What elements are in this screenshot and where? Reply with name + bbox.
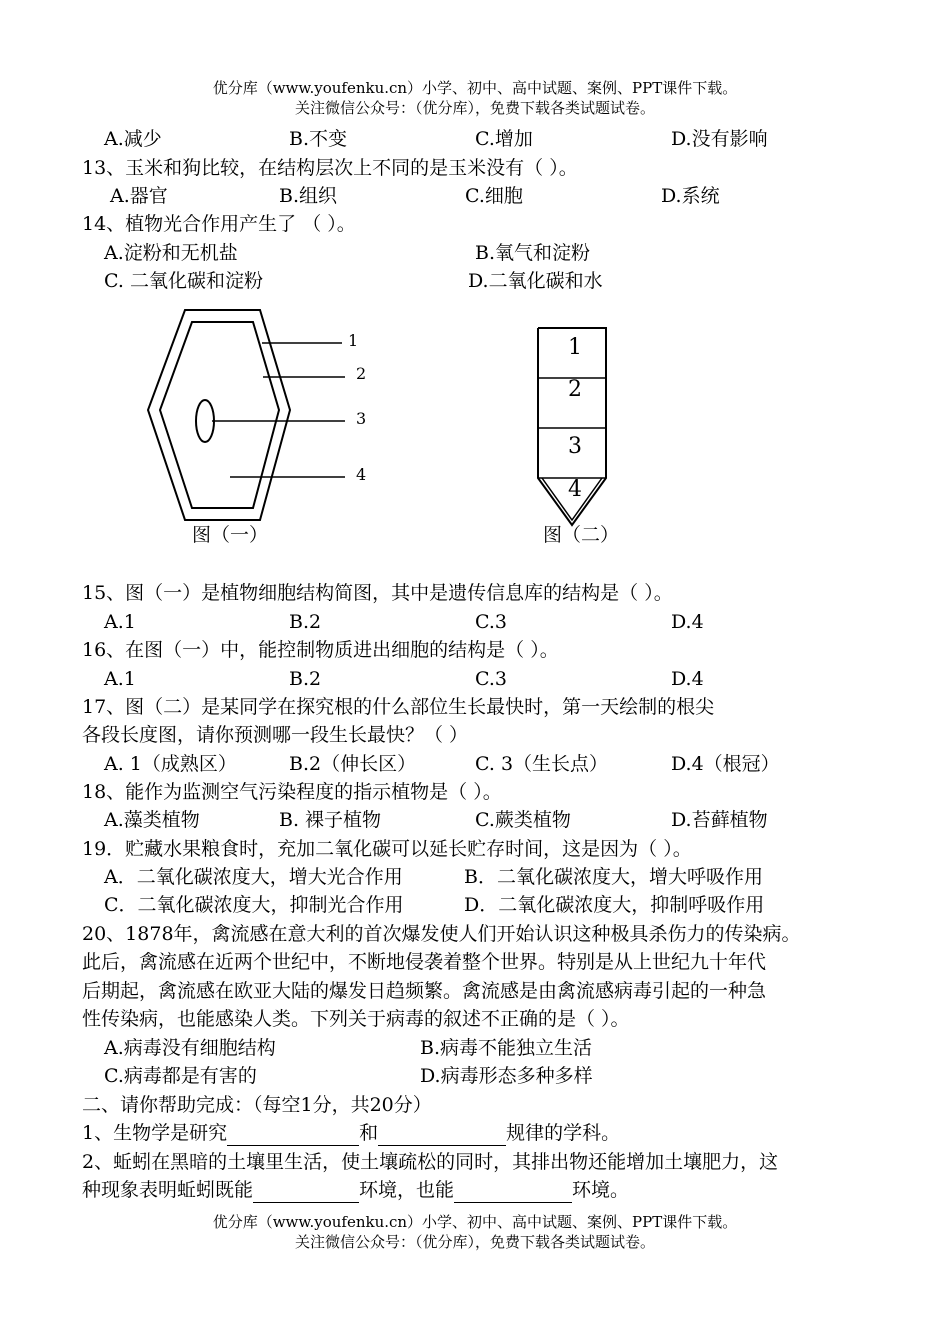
q20-option-c: C.病毒都是有害的: [104, 1065, 257, 1087]
q17-option-b: B.2（伸长区）: [289, 753, 417, 775]
q15-option-c: C.3: [475, 611, 507, 633]
q17-option-d: D.4（根冠）: [671, 753, 780, 775]
header-line-2: 关注微信公众号：（优分库），免费下载各类试题试卷。: [294, 99, 655, 117]
q14-option-c: C. 二氧化碳和淀粉: [104, 270, 263, 292]
q13-stem: 13、玉米和狗比较，在结构层次上不同的是玉米没有（ ）。: [82, 157, 578, 179]
fill-2-text-b: 环境，也能: [359, 1179, 455, 1201]
q15-option-b: B.2: [289, 611, 322, 633]
figure-2-caption: 图（二）: [543, 524, 620, 546]
q13-option-a: A.器官: [110, 185, 168, 207]
q18-stem: 18、能作为监测空气污染程度的指示植物是（ ）。: [82, 781, 502, 803]
fill-2-text-c: 环境。: [572, 1179, 630, 1201]
q18-option-b: B. 裸子植物: [279, 809, 382, 831]
q16-option-b: B.2: [289, 668, 322, 690]
header-line-1: 优分库（www.youfenku.cn）小学、初中、高中试题、案例、PPT课件下载。: [212, 79, 738, 97]
fill-2-text-a: 种现象表明蚯蚓既能: [82, 1179, 254, 1201]
q19-option-a: A．二氧化碳浓度大，增大光合作用: [104, 866, 403, 888]
q19-option-d: D．二氧化碳浓度大，抑制呼吸作用: [464, 894, 765, 916]
q16-option-c: C.3: [475, 668, 507, 690]
figure-1-plant-cell: [140, 300, 400, 560]
q14-option-b: B.氧气和淀粉: [475, 242, 591, 264]
q15-option-d: D.4: [671, 611, 704, 633]
q20-stem-line-3: 后期起，禽流感在欧亚大陆的爆发日趋频繁。禽流感是由禽流感病毒引起的一种急: [82, 980, 767, 1002]
q20-option-d: D.病毒形态多种多样: [420, 1065, 593, 1087]
cell-membrane: [160, 322, 279, 508]
q20-option-a: A.病毒没有细胞结构: [104, 1037, 276, 1059]
figure-2-label-1: 1: [568, 335, 582, 360]
q12-option-d: D.没有影响: [671, 128, 768, 150]
cell-wall: [148, 310, 290, 520]
q18-option-c: C.蕨类植物: [475, 809, 571, 831]
q13-option-b: B.组织: [279, 185, 338, 207]
footer-line-1: 优分库（www.youfenku.cn）小学、初中、高中试题、案例、PPT课件下载。: [212, 1213, 738, 1231]
q17-option-a: A. 1（成熟区）: [104, 753, 237, 775]
q20-stem-line-1: 20、1878年，禽流感在意大利的首次爆发使人们开始认识这种极具杀伤力的传染病。: [82, 923, 801, 945]
q19-option-c: C．二氧化碳浓度大，抑制光合作用: [104, 894, 404, 916]
q20-stem-line-4: 性传染病，也能感染人类。下列关于病毒的叙述不正确的是（ ）。: [82, 1008, 630, 1030]
fill-1-text-b: 和: [359, 1122, 379, 1144]
fill-question-2-line-2: [82, 1177, 629, 1203]
fill-1-blank-1[interactable]: [227, 1125, 359, 1146]
q16-stem: 16、在图（一）中，能控制物质进出细胞的结构是（ ）。: [82, 639, 559, 661]
q20-option-b: B.病毒不能独立生活: [420, 1037, 593, 1059]
figure-2-label-4: 4: [568, 477, 582, 502]
q16-option-a: A.1: [104, 668, 136, 690]
nucleus: [196, 400, 214, 442]
q14-option-d: D.二氧化碳和水: [468, 270, 603, 292]
q17-option-c: C. 3（生长点）: [475, 753, 609, 775]
q19-stem: 19．贮藏水果粮食时，充加二氧化碳可以延长贮存时间，这是因为（ ）。: [82, 838, 692, 860]
q14-option-a: A.淀粉和无机盐: [104, 242, 238, 264]
figure-1-caption: 图（一）: [192, 524, 269, 546]
footer-line-2: 关注微信公众号：（优分库），免费下载各类试题试卷。: [294, 1233, 655, 1251]
q12-option-a: A.减少: [104, 128, 162, 150]
figure-1-label-3: 3: [356, 409, 367, 428]
q15-stem: 15、图（一）是植物细胞结构简图，其中是遗传信息库的结构是（ ）。: [82, 582, 673, 604]
q12-option-b: B.不变: [289, 128, 348, 150]
q13-option-d: D.系统: [661, 185, 720, 207]
fill-1-blank-2[interactable]: [378, 1125, 506, 1146]
fill-2-blank-2[interactable]: [454, 1182, 572, 1203]
figure-2-label-2: 2: [568, 377, 582, 402]
q13-option-c: C.细胞: [465, 185, 523, 207]
q19-option-b: B．二氧化碳浓度大，增大呼吸作用: [464, 866, 763, 888]
fill-1-text-c: 规律的学科。: [506, 1122, 621, 1144]
q14-stem: 14、植物光合作用产生了 （ ）。: [82, 213, 356, 235]
q17-stem-line-2: 各段长度图，请你预测哪一段生长最快？（ ）: [82, 724, 469, 746]
q18-option-a: A.藻类植物: [104, 809, 200, 831]
q15-option-a: A.1: [104, 611, 136, 633]
q18-option-d: D.苔藓植物: [671, 809, 768, 831]
q16-option-d: D.4: [671, 668, 704, 690]
section-2-title: 二、请你帮助完成：（每空1分，共20分）: [82, 1094, 432, 1116]
figure-2-root-tip: [530, 320, 630, 535]
figure-1-label-1: 1: [348, 331, 359, 350]
q17-stem-line-1: 17、图（二）是某同学在探究根的什么部位生长最快时，第一天绘制的根尖: [82, 696, 715, 718]
fill-1-text-a: 1、生物学是研究: [82, 1122, 228, 1144]
q20-stem-line-2: 此后，禽流感在近两个世纪中，不断地侵袭着整个世界。特别是从上世纪九十年代: [82, 951, 767, 973]
fill-question-1: [82, 1120, 620, 1146]
figure-2-label-3: 3: [568, 434, 582, 459]
q12-option-c: C.增加: [475, 128, 533, 150]
fill-question-2-line-1: 2、蚯蚓在黑暗的土壤里生活，使土壤疏松的同时，其排出物还能增加土壤肥力，这: [82, 1151, 779, 1173]
figure-1-label-2: 2: [356, 364, 367, 383]
figure-1-label-4: 4: [356, 465, 367, 484]
fill-2-blank-1[interactable]: [253, 1182, 359, 1203]
